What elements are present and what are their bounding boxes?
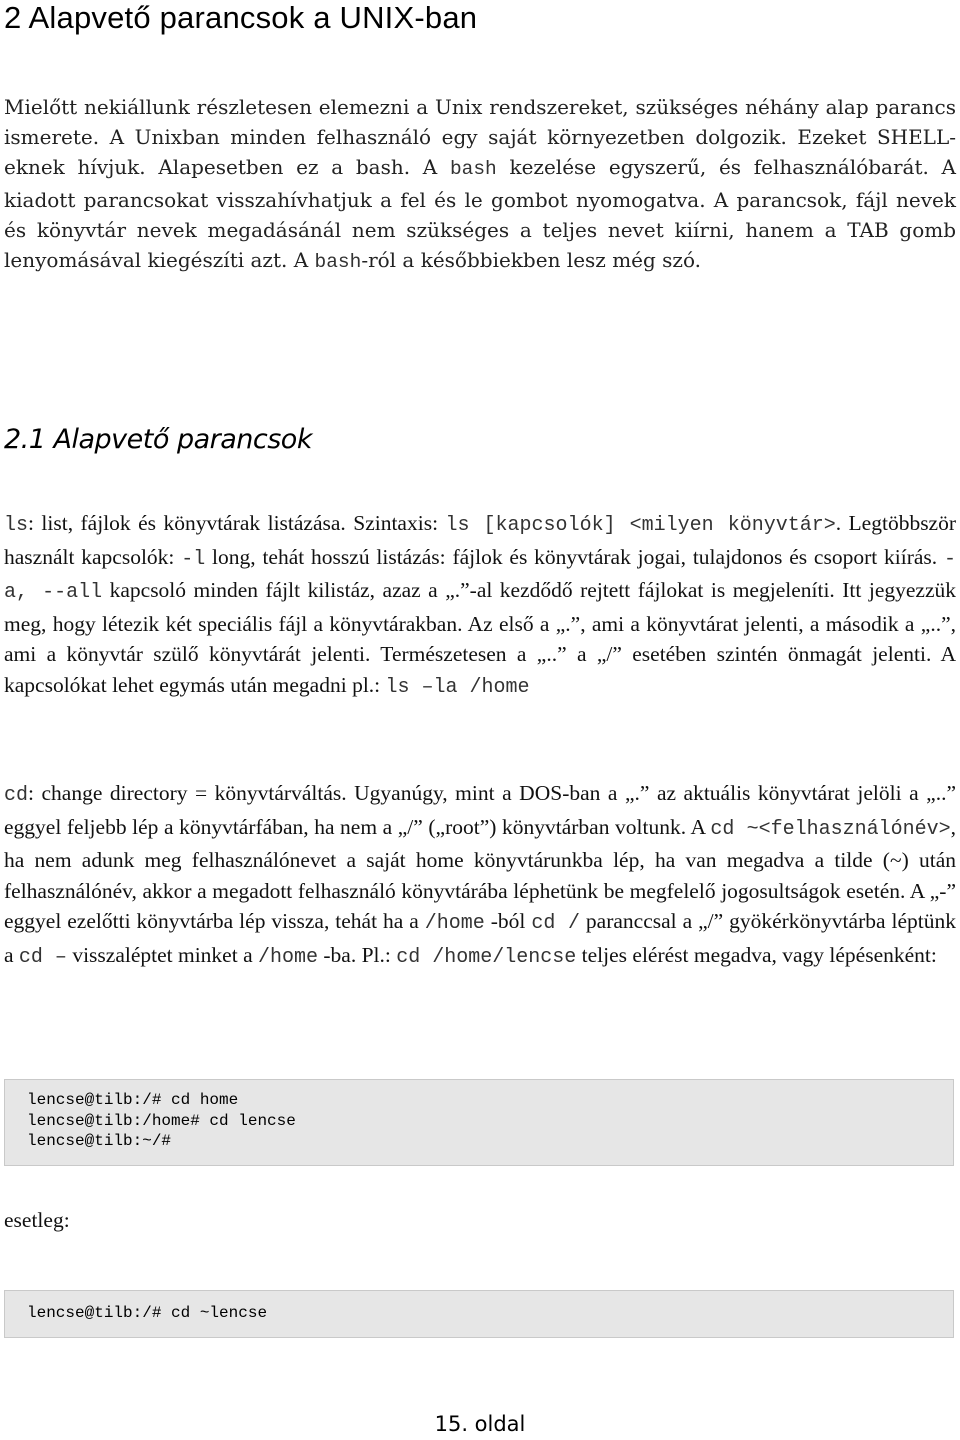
page-number: 15. oldal <box>434 1412 526 1436</box>
code-line: lencse@tilb:/home# cd lencse <box>27 1111 296 1130</box>
cd-text-6: -ba. Pl.: <box>318 942 397 967</box>
intro-text-1: Mielőtt nekiállunk részletesen elemezni a Unix rendszereket, szükséges néhány alap parancs ismerete. A Unixban minden felhasználó egy saját környezetben dolgozik. Ezeket SHELL-eknek hívjuk. Alapesetben ez a bash. A <box>4 95 956 180</box>
intro-code-2: bash <box>314 251 362 274</box>
cd-text-3: -ból <box>484 909 532 933</box>
ls-text-4: kapcsoló minden fájlt kilistáz, azaz a „.”-al kezdődő rejtett fájlokat is megjeleníti. Itt jegyezzük meg, hogy létezik két speciális fájl a könyvtárakban. Az első a „.”, ami a könyvtárat jelenti, a második a „..”, ami a könyvtár szülő könyvtárát jelenti. Természetesen a „..” a „/” esetében szintén önmagát jelenti. A kapcsolókat lehet egymás után megadni pl.: <box>4 578 957 697</box>
cd-text-4: paranccsal a „/” gyökérkönyvtárba léptünk a <box>4 909 956 967</box>
terminal-code-block-1 <box>4 1079 954 1166</box>
intro-text-2: kezelése egyszerű, és felhasználóbarát. A kiadott parancsokat visszahívhatjuk a fel és le gombot nyomogatva. A parancsok, fájl nevek és könyvtár nevek megadásánál nem szükséges a teljes nevet kiírni, hanem a TAB gomb lenyomásával kiegészíti azt. A <box>4 155 956 273</box>
code-line: lencse@tilb:/# cd home <box>27 1091 239 1109</box>
code-line: lencse@tilb:/# cd ~lencse <box>27 1304 268 1322</box>
intro-text-3: -ról a későbbiekben lesz még szó. <box>361 248 701 273</box>
ls-text-2: . Legtöbbször használt kapcsolók: <box>4 511 957 569</box>
ls-code-4: -a, --all <box>4 547 956 604</box>
cd-text-7: teljes elérést megadva, vagy lépésenként: <box>576 942 937 967</box>
ls-code-2: ls [kapcsolók] <milyen könyvtár> <box>445 514 836 537</box>
cd-code-6: /home <box>258 945 319 969</box>
section-heading: 2 Alapvető parancsok a UNIX-ban <box>4 0 478 35</box>
intro-code-1: bash <box>449 158 497 181</box>
cd-text-5: visszaléptet minket a <box>66 942 258 967</box>
ls-code-1: ls <box>4 514 29 537</box>
esetleg-label: esetleg: <box>4 1208 70 1232</box>
intro-paragraph <box>4 92 956 277</box>
cd-text-2: , ha nem adunk meg felhasználónevet a saját home könyvtárunkba lép, ha van megadva a tilde (~) után felhasználónév, akkor a megadott felhasználó könyvtárába léphetünk be megfelelő jogosultságok esetén. A „-” eggyel ezelőtti könyvtárba lép vissza, tehát ha a <box>4 814 956 933</box>
cd-code-4: cd / <box>531 912 580 935</box>
cd-code-2: cd ~<felhasználónév> <box>710 817 951 841</box>
code-line: lencse@tilb:~/# <box>27 1132 172 1150</box>
cd-code-5: cd – <box>18 945 67 969</box>
ls-text-1: : list, fájlok és könyvtárak listázása. Szintaxis: <box>28 511 446 535</box>
cd-text-1: : change directory = könyvtárváltás. Ugyanúgy, mint a DOS-ban a „.” az aktuális könyvtárat jelöli a „..” eggyel feljebb lép a könyvtárfában, ha nem a „/” („root”) könyvtárban voltunk. A <box>4 781 956 839</box>
cd-paragraph <box>4 778 956 973</box>
cd-code-3: /home <box>424 912 485 935</box>
ls-paragraph <box>4 508 956 703</box>
terminal-code-block-2 <box>4 1290 954 1338</box>
ls-code-3: -l <box>181 547 206 571</box>
cd-code-1: cd <box>4 784 29 807</box>
ls-code-5: ls –la /home <box>385 675 530 699</box>
ls-text-3: long, tehát hosszú listázás: fájlok és könyvtárak jogai, tulajdonos és csoport kiírás. <box>205 544 944 569</box>
cd-code-7: cd /home/lencse <box>396 945 577 969</box>
subsection-heading: 2.1 Alapvető parancsok <box>4 424 312 455</box>
